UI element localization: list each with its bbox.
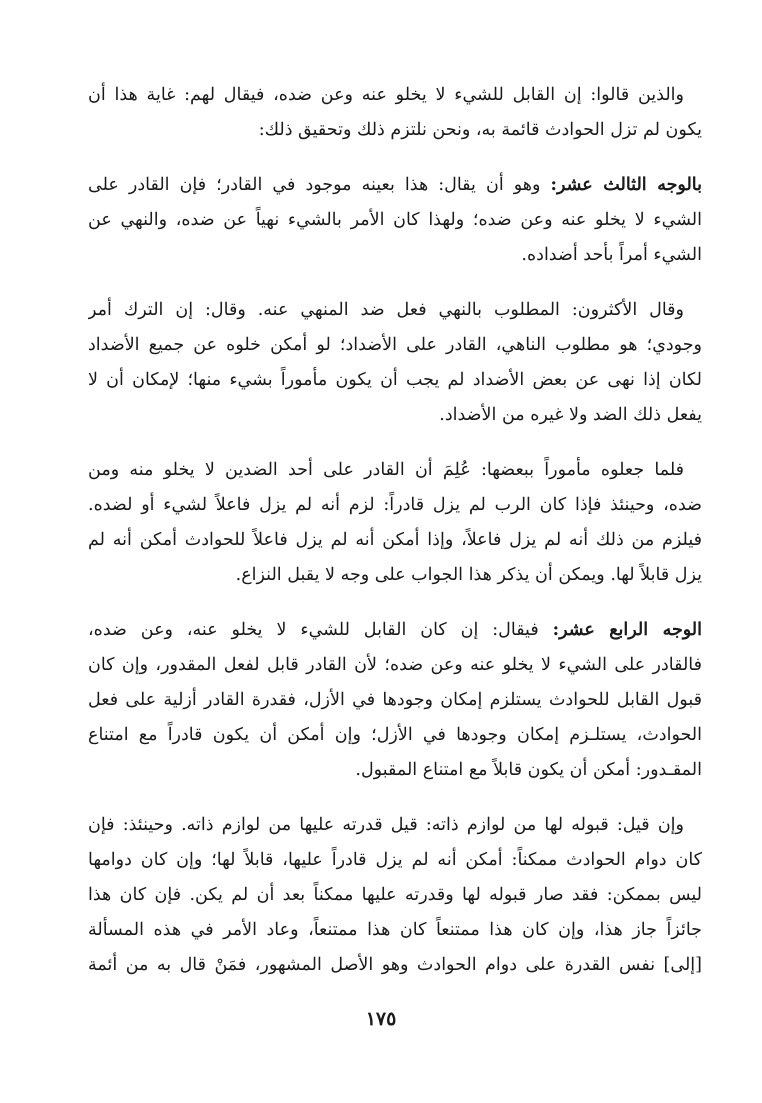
text-line: جائزاً جاز هذا، وإن كان هذا ممتنعاً كان هذا ممتنعاً، وعاد الأمر في هذه المسألة bbox=[88, 920, 702, 940]
text-line-with-heading bbox=[88, 168, 702, 203]
text-line: [إلى] نفس القدرة على دوام الحوادث وهو الأصل المشهور، فمَنْ قال به من أئمة bbox=[88, 955, 702, 975]
section-heading-13: بالوجه الثالث عشر: bbox=[550, 175, 702, 195]
text-line: ضده، وحينئذ فإذا كان الرب لم يزل قادراً: لزم أنه لم يزل فاعلاً لشيء أو لضده. bbox=[88, 495, 702, 515]
text-line: يفعل ذلك الضد ولا غيره من الأضداد. bbox=[439, 405, 702, 425]
paragraph-2 bbox=[88, 168, 702, 273]
text-line: كان دوام الحوادث ممكناً: أمكن أنه لم يزل قادراً عليها، قابلاً لها؛ وإن كان دوامها bbox=[88, 850, 702, 870]
page-body bbox=[88, 78, 702, 1003]
text-fragment: وهو أن يقال: هذا بعينه موجود في القادر؛ فإن القادر على bbox=[88, 175, 551, 195]
section-heading-14: الوجه الرابع عشر: bbox=[552, 620, 702, 640]
text-line: المقـدور: أمكن أن يكون قابلاً مع امتناع المقبول. bbox=[355, 760, 702, 780]
text-line: فالقادر على الشيء لا يخلو عنه وعن ضده؛ لأن القادر قابل لفعل المقدور، وإن كان bbox=[88, 655, 702, 675]
text-line: الحوادث، يستلـزم إمكان وجودها في الأزل؛ وإن أمكن أن يكون قادراً مع امتناع bbox=[88, 725, 702, 745]
text-line: وقال الأكثرون: المطلوب بالنهي فعل ضد المنهي عنه. وقال: إن الترك أمر bbox=[88, 300, 684, 320]
paragraph-3 bbox=[88, 293, 702, 433]
text-line: لكان إذا نهى عن بعض الأضداد لم يجب أن يكون مأموراً بشيء منها؛ لإمكان أن لا bbox=[88, 370, 702, 390]
text-line: يكون لم تزل الحوادث قائمة به، ونحن نلتزم ذلك وتحقيق ذلك: bbox=[258, 120, 702, 140]
page-number: ١٧٥ bbox=[365, 1008, 397, 1030]
text-line: فيلزم من ذلك أنه لم يزل فاعلاً، وإذا أمكن أنه لم يزل فاعلاً للحوادث أمكن أنه لم bbox=[88, 530, 702, 550]
paragraph-6 bbox=[88, 808, 702, 983]
text-line: ليس بممكن: فقد صار قبوله لها وقدرته عليها ممكناً بعد أن لم يكن. فإن كان هذا bbox=[88, 885, 702, 905]
text-fragment: فيقال: إن كان القابل للشيء لا يخلو عنه، وعن ضده، bbox=[88, 620, 553, 640]
text-line-with-heading bbox=[88, 613, 702, 648]
text-line: قبول القابل للحوادث يستلزم إمكان وجودها في الأزل، فقدرة القادر أزلية على فعل bbox=[88, 690, 702, 710]
paragraph-4 bbox=[88, 453, 702, 593]
text-line: الشيء لا يخلو عنه وعن ضده؛ ولهذا كان الأمر بالشيء نهياً عن ضده، والنهي عن bbox=[88, 210, 702, 230]
text-line: فلما جعلوه مأموراً ببعضها: عُلِمَ أن القادر على أحد الضدين لا يخلو منه ومن bbox=[88, 460, 684, 480]
text-line: وإن قيل: قبوله لها من لوازم ذاته: قيل قدرته عليها من لوازم ذاته. وحينئذ: فإن bbox=[88, 815, 684, 835]
text-line: وجودي؛ هو مطلوب الناهي، القادر على الأضداد؛ لو أمكن خلوه عن جميع الأضداد bbox=[88, 335, 702, 355]
paragraph-5 bbox=[88, 613, 702, 788]
text-line: الشيء أمراً بأحد أضداده. bbox=[521, 245, 702, 265]
paragraph-1 bbox=[88, 78, 702, 148]
text-line: والذين قالوا: إن القابل للشيء لا يخلو عنه وعن ضده، فيقال لهم: غاية هذا أن bbox=[88, 85, 684, 105]
text-line: يزل قابلاً لها. ويمكن أن يذكر هذا الجواب على وجه لا يقبل النزاع. bbox=[235, 565, 702, 585]
